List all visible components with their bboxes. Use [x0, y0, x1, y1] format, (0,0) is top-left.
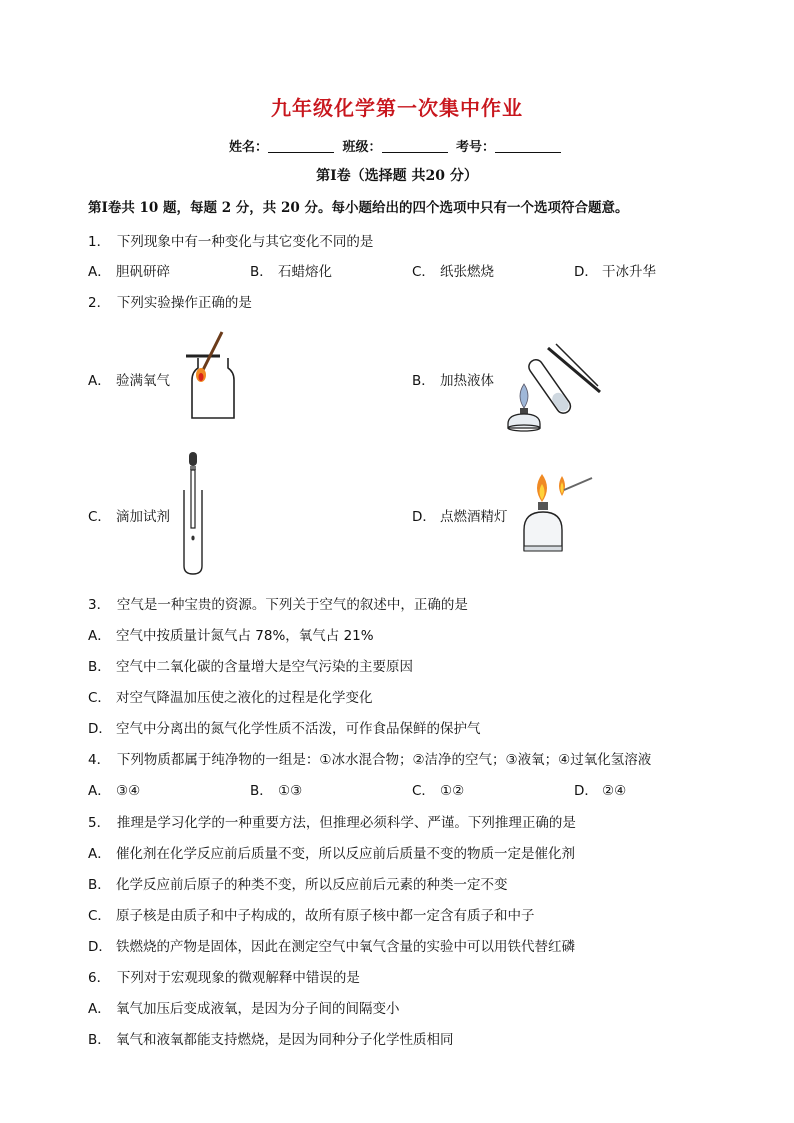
- class-label: 班级：: [342, 140, 382, 155]
- option-letter: C．: [88, 690, 111, 706]
- q4-option-b: [250, 779, 302, 799]
- section-heading: 第Ⅰ卷（选择题 共20 分）: [316, 168, 478, 184]
- option-letter: A．: [88, 373, 111, 389]
- question-5-stem: 5． 推理是学习化学的一种重要方法，但推理必须科学、严谨。下列推理正确的是: [88, 815, 576, 831]
- q3-option-b: [88, 655, 413, 675]
- name-blank[interactable]: [268, 140, 334, 153]
- option-text: 空气中按质量计氮气占 78%，氧气占 21%: [116, 628, 374, 644]
- question-1-stem: 1． 下列现象中有一种变化与其它变化不同的是: [88, 234, 374, 250]
- option-text: 原子核是由质子和中子构成的，故所有原子核中都一定含有质子和中子: [116, 908, 535, 924]
- option-letter: B．: [250, 264, 273, 280]
- option-letter: C．: [412, 264, 435, 280]
- q1-option-a: [88, 260, 170, 280]
- option-text: 催化剂在化学反应前后质量不变，所以反应前后质量不变的物质一定是催化剂: [116, 846, 575, 862]
- q1-option-d: [574, 260, 656, 280]
- q5-option-d: [88, 935, 575, 955]
- q5-option-a: [88, 842, 575, 862]
- option-text: ③④: [116, 783, 141, 799]
- q4-option-a: [88, 779, 140, 799]
- q2-option-b: [412, 369, 494, 389]
- option-letter: B．: [88, 659, 111, 675]
- option-letter: A．: [88, 846, 111, 862]
- option-text: 铁燃烧的产物是固体，因此在测定空气中氧气含量的实验中可以用铁代替红磷: [116, 939, 575, 955]
- option-letter: D．: [574, 264, 598, 280]
- option-letter: D．: [574, 783, 598, 799]
- q4-option-c: [412, 779, 464, 799]
- page-title: 九年级化学第一次集中作业: [271, 96, 523, 120]
- option-text: 空气中二氧化碳的含量增大是空气污染的主要原因: [116, 659, 413, 675]
- section-instruction: 第Ⅰ卷共 10 题，每题 2 分，共 20 分。每小题给出的四个选项中只有一个选项符合题意。: [88, 200, 629, 216]
- q4-option-d: [574, 779, 626, 799]
- dropper-in-test-tube-image: [178, 450, 208, 576]
- q5-option-c: [88, 904, 535, 924]
- q3-option-d: [88, 717, 481, 737]
- option-text: 加热液体: [440, 373, 494, 389]
- option-letter: B．: [88, 877, 111, 893]
- question-3-stem: 3． 空气是一种宝贵的资源。下列关于空气的叙述中，正确的是: [88, 597, 468, 613]
- option-text: 验满氧气: [116, 373, 170, 389]
- q6-option-b: [88, 1028, 454, 1048]
- option-text: 氧气和液氧都能支持燃烧，是因为同种分子化学性质相同: [116, 1032, 454, 1048]
- q6-option-a: [88, 997, 400, 1017]
- q3-option-c: [88, 686, 373, 706]
- option-letter: B．: [88, 1032, 111, 1048]
- question-6-stem: 6． 下列对于宏观现象的微观解释中错误的是: [88, 970, 360, 986]
- option-text: 点燃酒精灯: [440, 509, 508, 525]
- q2-option-c: [88, 505, 170, 525]
- student-info-line: [0, 136, 794, 155]
- exam-no-blank[interactable]: [495, 140, 561, 153]
- option-letter: D．: [412, 509, 436, 525]
- option-text: 氧气加压后变成液氧，是因为分子间的间隔变小: [116, 1001, 400, 1017]
- class-blank[interactable]: [382, 140, 448, 153]
- q2-option-d: [412, 505, 508, 525]
- q5-option-b: [88, 873, 508, 893]
- option-text: ①②: [440, 783, 465, 799]
- q3-option-a: [88, 624, 374, 644]
- question-2-stem: 2． 下列实验操作正确的是: [88, 295, 252, 311]
- option-text: 纸张燃烧: [440, 264, 494, 280]
- option-text: 对空气降温加压使之液化的过程是化学变化: [116, 690, 373, 706]
- exam-no-label: 考号：: [456, 140, 496, 155]
- q1-option-c: [412, 260, 494, 280]
- name-label: 姓名：: [228, 140, 268, 155]
- option-text: 滴加试剂: [116, 509, 170, 525]
- question-4-stem: 4． 下列物质都属于纯净物的一组是：①冰水混合物；②洁净的空气；③液氧；④过氧化氢溶液: [88, 752, 652, 768]
- q1-option-b: [250, 260, 332, 280]
- option-letter: D．: [88, 721, 112, 737]
- option-text: 石蜡熔化: [278, 264, 332, 280]
- option-text: 化学反应前后原子的种类不变，所以反应前后元素的种类一定不变: [116, 877, 508, 893]
- option-letter: C．: [412, 783, 435, 799]
- option-letter: C．: [88, 908, 111, 924]
- option-letter: A．: [88, 628, 111, 644]
- option-text: ①③: [278, 783, 303, 799]
- option-letter: B．: [250, 783, 273, 799]
- option-text: 胆矾研碎: [116, 264, 170, 280]
- option-letter: A．: [88, 783, 111, 799]
- option-text: 空气中分离出的氮气化学性质不活泼，可作食品保鲜的保护气: [116, 721, 481, 737]
- option-letter: D．: [88, 939, 112, 955]
- option-letter: C．: [88, 509, 111, 525]
- option-letter: B．: [412, 373, 435, 389]
- oxygen-test-bottle-image: [178, 330, 240, 422]
- option-letter: A．: [88, 264, 111, 280]
- q2-option-a: [88, 369, 170, 389]
- option-text: 干冰升华: [602, 264, 656, 280]
- option-text: ②④: [602, 783, 627, 799]
- lighting-alcohol-lamp-image: [516, 470, 596, 554]
- option-letter: A．: [88, 1001, 111, 1017]
- heating-liquid-image: [504, 330, 604, 434]
